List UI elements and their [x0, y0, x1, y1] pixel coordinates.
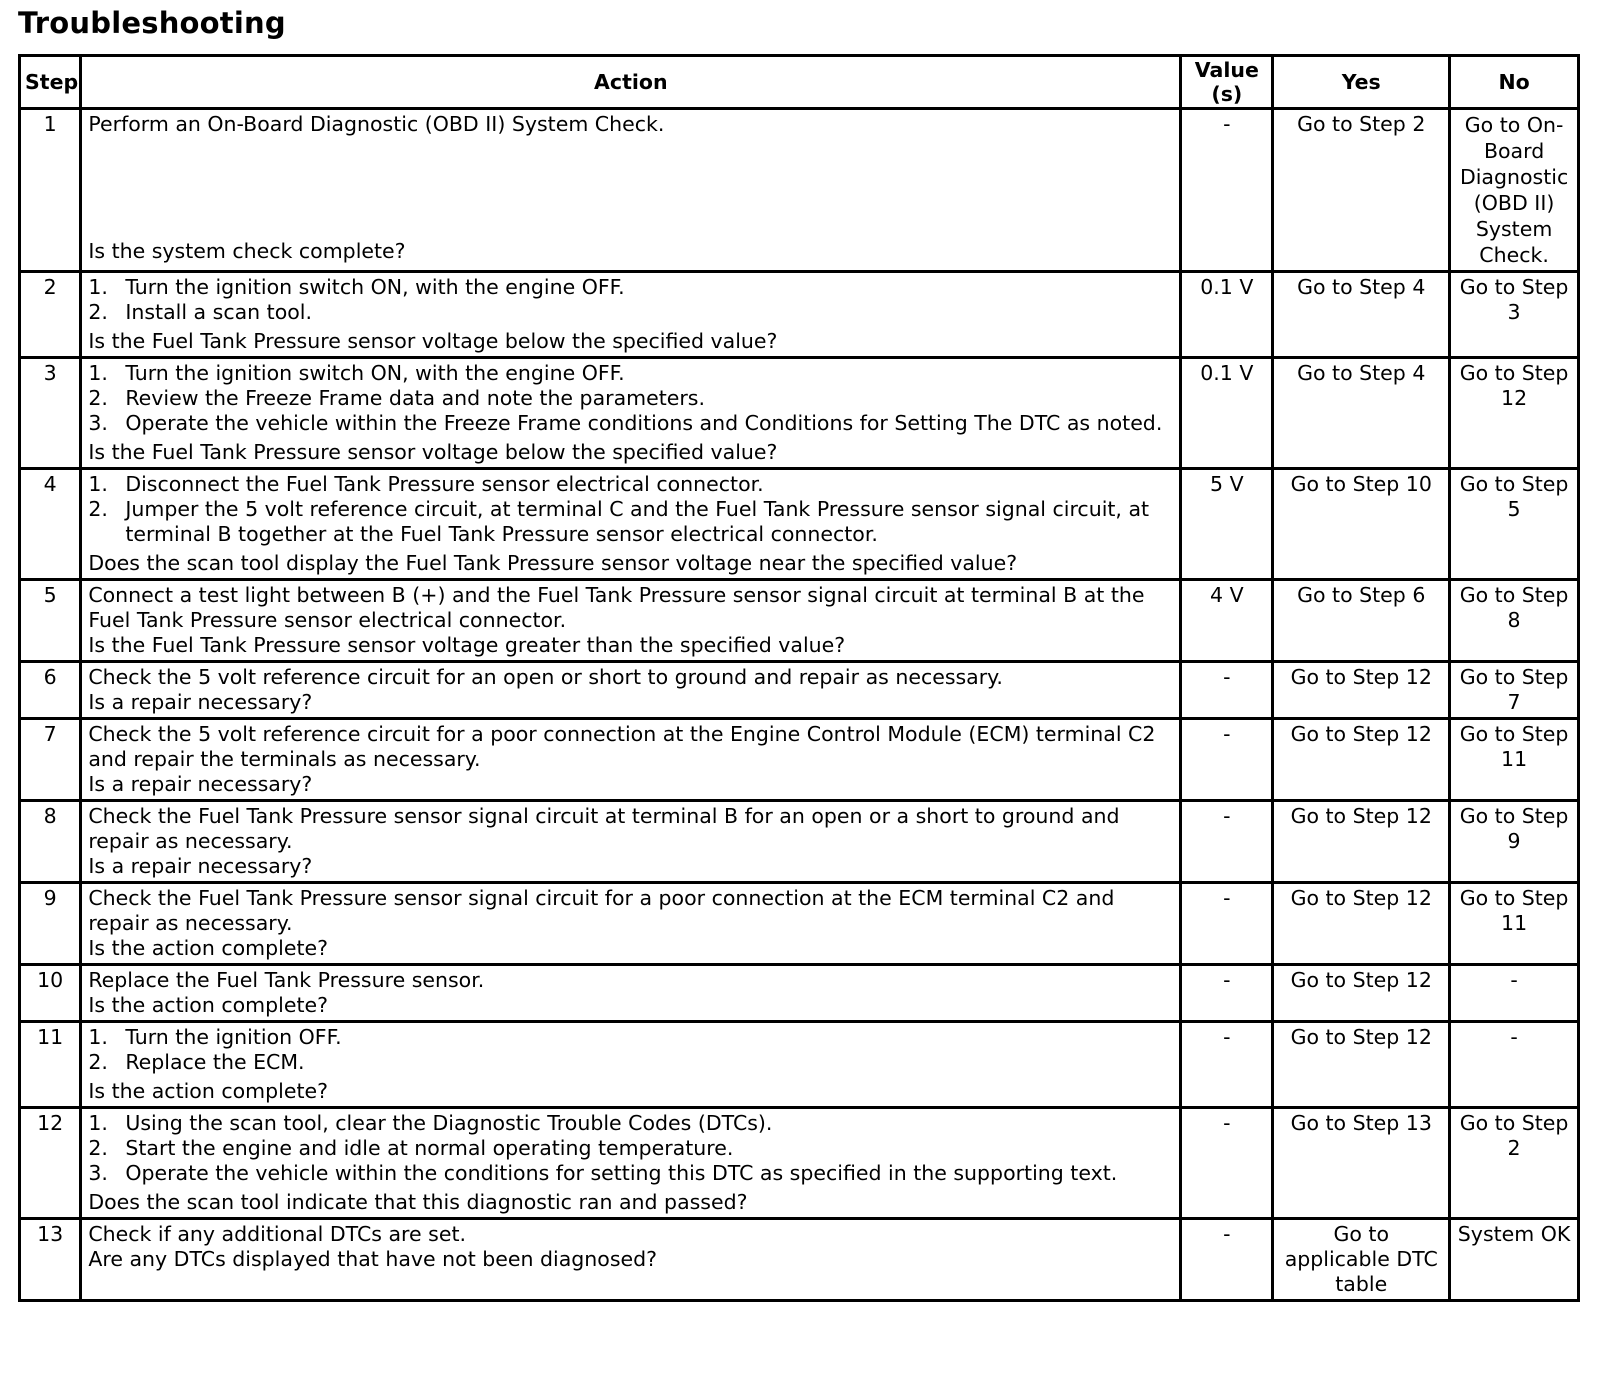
value-cell: -: [1181, 662, 1273, 719]
action-steps-list: [88, 1111, 1173, 1186]
header-no: No: [1450, 56, 1579, 109]
action-steps-list: [88, 1025, 1173, 1075]
no-outcome: Go to On-Board Diagnostic (OBD II) System Check.: [1450, 109, 1579, 272]
table-row: [20, 1219, 1579, 1301]
step-number: 8: [20, 801, 81, 883]
step-number: 2: [20, 272, 81, 358]
header-yes: Yes: [1273, 56, 1450, 109]
step-number: 5: [20, 580, 81, 662]
value-cell: -: [1181, 1022, 1273, 1108]
yes-outcome: Go to Step 12: [1273, 965, 1450, 1022]
action-step-item: Using the scan tool, clear the Diagnostic Trouble Codes (DTCs).: [125, 1111, 773, 1135]
action-step-item: Turn the ignition switch ON, with the engine OFF.: [125, 275, 625, 299]
step-number: 6: [20, 662, 81, 719]
yes-outcome: Go to Step 12: [1273, 719, 1450, 801]
yes-outcome: Go to Step 12: [1273, 801, 1450, 883]
action-step-item: Turn the ignition OFF.: [125, 1025, 342, 1049]
yes-outcome: Go to Step 4: [1273, 358, 1450, 469]
yes-outcome: Go to Step 13: [1273, 1108, 1450, 1219]
yes-outcome: Go to Step 2: [1273, 109, 1450, 272]
action-text: Check the Fuel Tank Pressure sensor signal circuit for a poor connection at the ECM terminal C2 and repair as necessary.: [88, 886, 1115, 935]
action-question: Is the Fuel Tank Pressure sensor voltage greater than the specified value?: [88, 633, 846, 657]
no-outcome: System OK: [1450, 1219, 1579, 1301]
yes-outcome: Go to Step 12: [1273, 1022, 1450, 1108]
action-cell: [81, 883, 1181, 965]
no-outcome: Go to Step 9: [1450, 801, 1579, 883]
no-outcome: Go to Step 3: [1450, 272, 1579, 358]
value-cell: -: [1181, 1108, 1273, 1219]
value-cell: -: [1181, 719, 1273, 801]
value-cell: -: [1181, 801, 1273, 883]
step-number: 4: [20, 469, 81, 580]
action-question: Is the Fuel Tank Pressure sensor voltage below the specified value?: [88, 440, 778, 464]
action-text: Perform an On-Board Diagnostic (OBD II) System Check.: [88, 112, 665, 136]
action-question: Is the system check complete?: [88, 239, 406, 263]
step-number: 10: [20, 965, 81, 1022]
yes-outcome: Go to Step 10: [1273, 469, 1450, 580]
action-cell: [81, 662, 1181, 719]
action-cell: [81, 1022, 1181, 1108]
no-outcome: Go to Step 5: [1450, 469, 1579, 580]
table-row: [20, 1022, 1579, 1108]
action-steps-list: [88, 472, 1173, 547]
action-step-item: Turn the ignition switch ON, with the engine OFF.: [125, 361, 625, 385]
step-number: 12: [20, 1108, 81, 1219]
action-question: Is a repair necessary?: [88, 690, 313, 714]
troubleshooting-table: [18, 54, 1580, 1302]
page-title: Troubleshooting: [18, 6, 286, 40]
yes-outcome: Go to applicable DTC table: [1273, 1219, 1450, 1301]
step-number: 11: [20, 1022, 81, 1108]
table-row: [20, 272, 1579, 358]
action-question: Is the action complete?: [88, 936, 328, 960]
action-cell: [81, 109, 1181, 272]
value-cell: -: [1181, 109, 1273, 272]
action-question: Does the scan tool display the Fuel Tank Pressure sensor voltage near the specified value?: [88, 551, 1018, 575]
action-cell: [81, 1108, 1181, 1219]
header-value: Value (s): [1181, 56, 1273, 109]
action-question: Is the action complete?: [88, 1079, 328, 1103]
no-outcome: Go to Step 12: [1450, 358, 1579, 469]
yes-outcome: Go to Step 12: [1273, 883, 1450, 965]
action-question: Is a repair necessary?: [88, 854, 313, 878]
action-step-item: Start the engine and idle at normal operating temperature.: [125, 1136, 734, 1160]
yes-outcome: Go to Step 12: [1273, 662, 1450, 719]
table-row: [20, 801, 1579, 883]
action-step-item: Jumper the 5 volt reference circuit, at terminal C and the Fuel Tank Pressure sensor signal circuit, at terminal B together at the Fuel Tank Pressure sensor electrical connector.: [125, 497, 1150, 546]
action-step-item: Operate the vehicle within the conditions for setting this DTC as specified in the supporting text.: [125, 1161, 1118, 1185]
action-cell: [81, 580, 1181, 662]
no-outcome: Go to Step 7: [1450, 662, 1579, 719]
table-row: [20, 358, 1579, 469]
action-text: Check if any additional DTCs are set.: [88, 1222, 466, 1246]
action-cell: [81, 469, 1181, 580]
no-outcome: Go to Step 11: [1450, 719, 1579, 801]
header-action: Action: [81, 56, 1181, 109]
table-row: [20, 109, 1579, 272]
value-cell: -: [1181, 883, 1273, 965]
no-outcome: Go to Step 11: [1450, 883, 1579, 965]
action-text: Check the Fuel Tank Pressure sensor signal circuit at terminal B for an open or a short to ground and repair as necessary.: [88, 804, 1120, 853]
table-body: [20, 109, 1579, 1301]
no-outcome: Go to Step 2: [1450, 1108, 1579, 1219]
action-question: Is a repair necessary?: [88, 772, 313, 796]
table-row: [20, 883, 1579, 965]
header-step: Step: [20, 56, 81, 109]
yes-outcome: Go to Step 6: [1273, 580, 1450, 662]
value-cell: 0.1 V: [1181, 272, 1273, 358]
step-number: 3: [20, 358, 81, 469]
step-number: 9: [20, 883, 81, 965]
action-text: Connect a test light between B (+) and the Fuel Tank Pressure sensor signal circuit at terminal B at the Fuel Tank Pressure sensor electrical connector.: [88, 583, 1145, 632]
action-steps-list: [88, 361, 1173, 436]
step-number: 1: [20, 109, 81, 272]
action-question: Is the action complete?: [88, 993, 328, 1017]
action-step-item: Review the Freeze Frame data and note the parameters.: [125, 386, 705, 410]
action-text: Replace the Fuel Tank Pressure sensor.: [88, 968, 485, 992]
table-row: [20, 662, 1579, 719]
value-cell: 4 V: [1181, 580, 1273, 662]
table-row: [20, 965, 1579, 1022]
action-cell: [81, 1219, 1181, 1301]
action-text: Check the 5 volt reference circuit for an open or short to ground and repair as necessary.: [88, 665, 1003, 689]
table-row: [20, 1108, 1579, 1219]
table-row: [20, 469, 1579, 580]
action-question: Are any DTCs displayed that have not been diagnosed?: [88, 1247, 658, 1271]
no-outcome: Go to Step 8: [1450, 580, 1579, 662]
action-question: Is the Fuel Tank Pressure sensor voltage below the specified value?: [88, 329, 778, 353]
action-step-item: Replace the ECM.: [125, 1050, 305, 1074]
action-cell: [81, 358, 1181, 469]
value-cell: 0.1 V: [1181, 358, 1273, 469]
table-row: [20, 580, 1579, 662]
action-cell: [81, 965, 1181, 1022]
value-cell: -: [1181, 1219, 1273, 1301]
action-question: Does the scan tool indicate that this diagnostic ran and passed?: [88, 1190, 748, 1214]
no-outcome: -: [1450, 1022, 1579, 1108]
table-row: [20, 719, 1579, 801]
header-row: [20, 56, 1579, 109]
action-steps-list: [88, 275, 1173, 325]
action-step-item: Operate the vehicle within the Freeze Frame conditions and Conditions for Setting The DTC as noted.: [125, 411, 1163, 435]
value-cell: -: [1181, 965, 1273, 1022]
action-step-item: Install a scan tool.: [125, 300, 312, 324]
no-outcome: -: [1450, 965, 1579, 1022]
action-cell: [81, 719, 1181, 801]
value-cell: 5 V: [1181, 469, 1273, 580]
action-cell: [81, 801, 1181, 883]
action-text: Check the 5 volt reference circuit for a poor connection at the Engine Control Module (ECM) terminal C2 and repair the terminals as necessary.: [88, 722, 1156, 771]
action-cell: [81, 272, 1181, 358]
action-step-item: Disconnect the Fuel Tank Pressure sensor electrical connector.: [125, 472, 764, 496]
step-number: 13: [20, 1219, 81, 1301]
step-number: 7: [20, 719, 81, 801]
yes-outcome: Go to Step 4: [1273, 272, 1450, 358]
